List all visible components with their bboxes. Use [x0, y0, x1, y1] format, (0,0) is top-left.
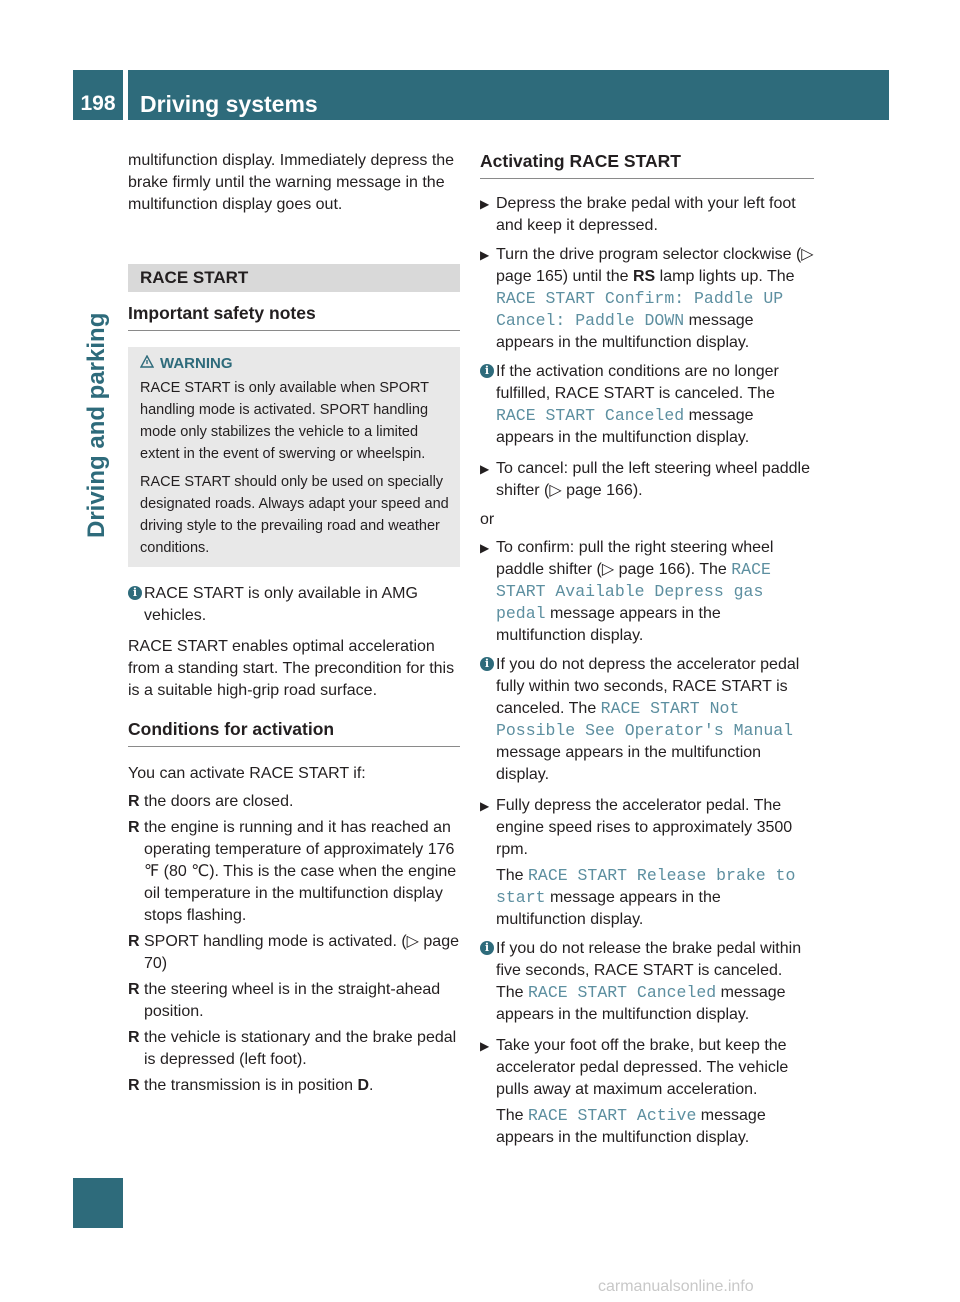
step-text: Fully depress the accelerator pedal. The engine speed rises to approximately 3500 rpm. [496, 797, 793, 858]
step-text: message appears in the multifunction display. [496, 1107, 766, 1146]
display-message: RACE START Canceled [496, 406, 685, 425]
info-text: If you do not depress the accelerator pedal fully within two seconds, RACE START is canceled. The [496, 656, 800, 717]
step-text: To cancel: pull the left steering wheel paddle shifter (▷ page 166). [496, 460, 810, 499]
step-text: The [496, 867, 529, 884]
info-text: If you do not release the brake pedal within five seconds, RACE START is canceled. The [496, 940, 802, 1001]
step-arrow-icon: ▶ [480, 197, 490, 211]
list-item-text: SPORT handling mode is activated. (▷ page 70) [144, 933, 459, 972]
bullet-mark: R [128, 1029, 140, 1046]
step-arrow-icon: ▶ [480, 462, 490, 476]
step [480, 1035, 814, 1149]
info-note [128, 583, 460, 627]
list-item [128, 817, 460, 927]
info-text: message appears in the multifunction display. [496, 407, 754, 446]
info-text: If the activation conditions are no longer fulfilled, RACE START is canceled. The [496, 363, 779, 402]
gear-position: D [357, 1077, 369, 1094]
list-item [128, 791, 460, 813]
step [480, 795, 814, 931]
list-item-text: the doors are closed. [144, 793, 294, 810]
left-column [128, 150, 460, 1101]
right-column [480, 150, 814, 1156]
step-text: To confirm: pull the right steering wheel paddle shifter (▷ page 166). The [496, 539, 774, 578]
conditions-heading: Conditions for activation [128, 718, 460, 747]
header-title: Driving systems [140, 91, 318, 117]
step-arrow-icon: ▶ [480, 799, 490, 813]
warning-box [128, 347, 460, 567]
list-item [128, 979, 460, 1023]
step-text: message appears in the multifunction display. [496, 312, 754, 351]
step [480, 244, 814, 354]
bullet-mark: R [128, 933, 140, 950]
warning-title-text: WARNING [160, 355, 233, 372]
paragraph: RACE START enables optimal acceleration from a standing start. The precondition for this is a suitable high-grip road surface. [128, 638, 455, 699]
list-item [128, 931, 460, 975]
info-text: RACE START is only available in AMG vehicles. [144, 585, 418, 624]
step-text: The [496, 1107, 529, 1124]
display-message: RACE START Release brake to start [496, 866, 796, 907]
info-text: message appears in the multifunction display. [496, 744, 762, 783]
watermark-site: carmanualsonline.info [598, 1278, 754, 1295]
warning-text-1: RACE START is only available when SPORT handling mode is activated. SPORT handling mode only stabilizes the vehicle to a limited extent in the event of swerving or wheelspin. [140, 380, 429, 462]
step-subtext [496, 865, 814, 931]
info-text: message appears in the multifunction display. [496, 984, 786, 1023]
bullet-mark: R [128, 819, 140, 836]
display-message: RACE START Available Depress gas pedal [496, 560, 771, 623]
step-text: message appears in the multifunction display. [496, 889, 721, 928]
step-arrow-icon: ▶ [480, 1039, 490, 1053]
warning-icon [140, 355, 154, 368]
section-title: RACE START [128, 264, 460, 292]
display-message: RACE START Not Possible See Operator's Manual [496, 699, 794, 740]
step-arrow-icon: ▶ [480, 248, 490, 262]
display-message: RACE START Active [528, 1106, 697, 1125]
step-subtext [496, 1105, 814, 1149]
safety-heading: Important safety notes [128, 302, 460, 331]
warning-title [140, 353, 452, 375]
info-note [480, 938, 814, 1026]
step-text: lamp lights up. The [655, 268, 795, 285]
list-item-text: the steering wheel is in the straight-ahead position. [144, 981, 441, 1020]
intro-text: multifunction display. Immediately depress the brake firmly until the warning message in the multifunction display goes out. [128, 152, 455, 213]
warning-text-2: RACE START should only be used on specially designated roads. Always adapt your speed and driving style to the prevailing road and weather conditions. [140, 474, 449, 556]
list-item-text: the vehicle is stationary and the brake pedal is depressed (left foot). [144, 1029, 457, 1068]
info-note [480, 361, 814, 449]
step-text: message appears in the multifunction display. [496, 605, 721, 644]
step-text: Take your foot off the brake, but keep the accelerator pedal depressed. The vehicle pulls away at maximum acceleration. [496, 1037, 789, 1098]
info-note [480, 654, 814, 786]
list-item-text: the transmission is in position [144, 1077, 358, 1094]
side-tab-text: Driving and parking [83, 312, 110, 538]
display-message: RACE START Canceled [528, 983, 717, 1002]
list-item [128, 1075, 460, 1097]
page-number: 198 [73, 70, 123, 120]
side-tab-label [80, 128, 120, 548]
step [480, 537, 814, 647]
page-header [128, 70, 889, 120]
list-item [128, 1027, 460, 1071]
activating-heading: Activating RACE START [480, 150, 814, 179]
bullet-mark: R [128, 981, 140, 998]
display-message: RACE START Confirm: Paddle UP Cancel: Paddle DOWN [496, 289, 784, 330]
bullet-mark: R [128, 793, 140, 810]
info-icon: i [480, 364, 494, 378]
step-text: Turn the drive program selector clockwise (▷ page 165) until the [496, 246, 814, 285]
list-item-text: the engine is running and it has reached an operating temperature of approximately 176 ℉ (80 ℃). This is the case when the engine oil temperature in the multifunction display stops flashing. [144, 819, 457, 924]
info-icon: i [480, 657, 494, 671]
conditions-intro: You can activate RACE START if: [128, 765, 366, 782]
info-icon: i [480, 941, 494, 955]
side-tab-marker [73, 1178, 123, 1228]
step [480, 458, 814, 502]
or-label: or [480, 511, 495, 528]
bullet-mark: R [128, 1077, 140, 1094]
list-item-text: . [369, 1077, 374, 1094]
step [480, 193, 814, 237]
step-text: Depress the brake pedal with your left foot and keep it depressed. [496, 195, 796, 234]
lamp-label: RS [633, 268, 656, 285]
step-arrow-icon: ▶ [480, 541, 490, 555]
info-icon: i [128, 586, 142, 600]
